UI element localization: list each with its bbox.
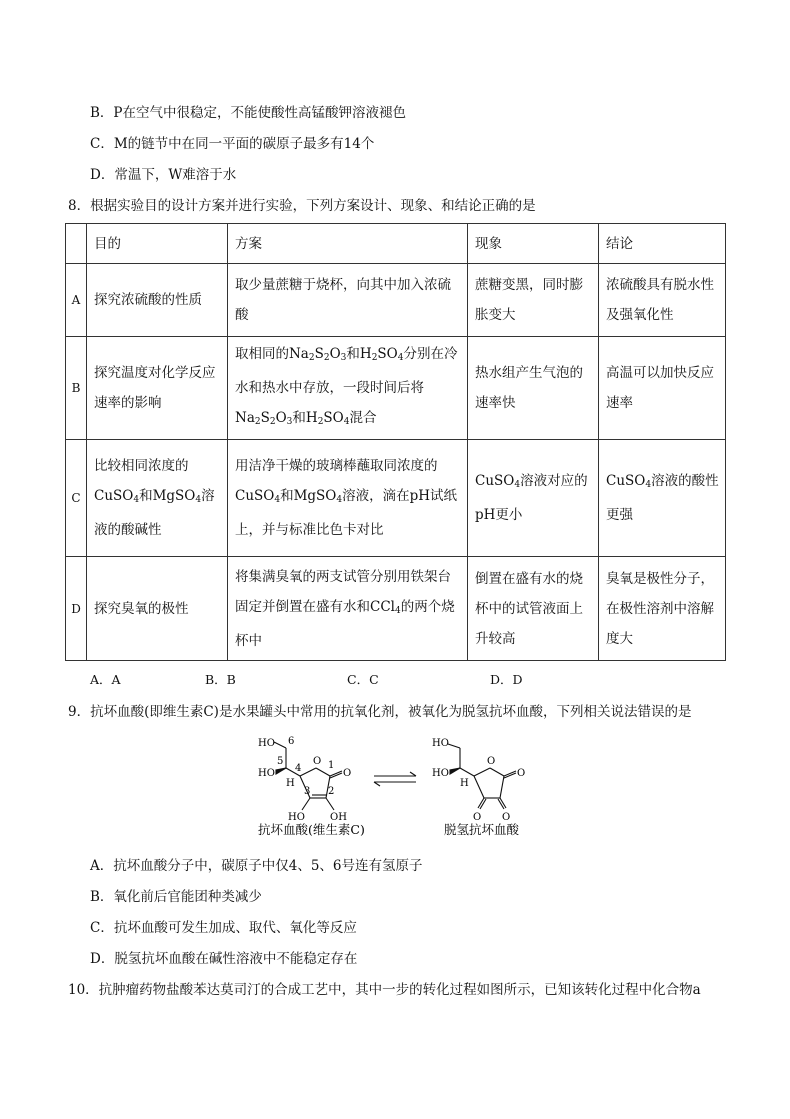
ascorbic-acid-structure <box>274 742 342 810</box>
row-label: C <box>66 440 87 557</box>
atom-label-5: 5 <box>277 756 284 767</box>
q9-option-d: D．脱氢抗坏血酸在碱性溶液中不能稳定存在 <box>90 951 358 967</box>
atom-label-ho-mid: HO <box>258 768 275 779</box>
atom-label-h: H <box>460 778 469 789</box>
caption-dehydroascorbic-acid: 脱氢抗坏血酸 <box>444 822 520 837</box>
caption-ascorbic-acid: 抗坏血酸(维生素C) <box>258 822 365 837</box>
header-purpose: 目的 <box>87 224 228 264</box>
row-purpose-text: 探究温度对化学反应速率的影响 <box>94 365 216 411</box>
header-plan: 方案 <box>228 224 468 264</box>
row-plan-text: 取相同的$Na_2S_2O_3$和$H_2SO_4$分别在冷水和热水中存放，一段时间后将$Na_2S_2O_3$和$H_2SO_4$混合 <box>235 346 458 427</box>
row-plan <box>228 264 468 337</box>
q8-stem: 8．根据实验目的设计方案并进行实验，下列方案设计、现象、和结论正确的是 <box>68 198 536 214</box>
q7-option-c: C．M的链节中在同一平面的碳原子最多有14个 <box>90 136 375 152</box>
atom-label-o-keto: O <box>343 768 352 779</box>
atom-label-3: 3 <box>304 786 311 797</box>
dehydroascorbic-acid-structure <box>448 744 516 809</box>
atom-label-o-bottom: O <box>473 812 482 823</box>
q9-option-c: C．抗坏血酸可发生加成、取代、氧化等反应 <box>90 920 357 936</box>
atom-label-4: 4 <box>295 763 302 774</box>
equilibrium-arrow <box>374 772 416 786</box>
row-conclusion <box>599 264 726 337</box>
atom-label-6: 6 <box>288 736 295 747</box>
reaction-scheme <box>250 728 550 840</box>
q9-option-a: A．抗坏血酸分子中，碳原子中仅4、5、6号连有氢原子 <box>90 858 423 874</box>
row-conclusion <box>599 440 726 557</box>
q9-option-b: B．氧化前后官能团种类减少 <box>90 889 262 905</box>
atom-label-o-keto: O <box>517 768 526 779</box>
row-purpose: 探究臭氧的极性 <box>87 557 228 661</box>
atom-label-o-ring: O <box>313 756 322 767</box>
q10-stem: 10．抗肿瘤药物盐酸苯达莫司汀的合成工艺中，其中一步的转化过程如图所示，已知该转化过程中化合物a <box>68 982 701 998</box>
row-plan <box>228 337 468 440</box>
row-label: A <box>66 264 87 337</box>
q8-option-d: D．D <box>490 672 523 687</box>
atom-label-oh-bottom: OH <box>330 812 347 823</box>
atom-label-ho-mid: HO <box>432 768 449 779</box>
row-plan-text: 用洁净干燥的玻璃棒蘸取同浓度的CuSO$_4$和MgSO$_4$溶液，滴在pH试纸上，并与标准比色卡对比 <box>235 458 458 538</box>
atom-label-o-bottom: O <box>502 812 511 823</box>
row-conclusion-text: CuSO$_4$溶液的酸性更强 <box>606 473 719 523</box>
row-phenomenon <box>468 264 599 337</box>
row-phenomenon <box>468 440 599 557</box>
atom-label-1: 1 <box>328 760 335 771</box>
atom-label-ho-top: HO <box>258 738 275 749</box>
row-purpose <box>87 337 228 440</box>
row-phenomenon-text: CuSO$_4$溶液对应的pH更小 <box>475 473 588 523</box>
header-phenomenon: 现象 <box>468 224 599 264</box>
table-row <box>66 440 726 557</box>
row-phenomenon-text: 蔗糖变黑，同时膨胀变大 <box>475 277 583 323</box>
q8-option-a: A．A <box>90 672 121 687</box>
q8-table <box>65 223 726 661</box>
header-conclusion: 结论 <box>599 224 726 264</box>
row-label: B <box>66 337 87 440</box>
q8-option-b: B．B <box>205 672 236 687</box>
header-blank <box>66 224 87 264</box>
atom-label-ho-top: HO <box>432 738 449 749</box>
atom-label-h: H <box>286 778 295 789</box>
row-phenomenon <box>468 557 599 661</box>
q7-option-b: B．P在空气中很稳定，不能使酸性高锰酸钾溶液褪色 <box>90 105 407 121</box>
table-row <box>66 264 726 337</box>
atom-label-o-ring: O <box>487 756 496 767</box>
atom-label-2: 2 <box>328 786 335 797</box>
row-conclusion-text: 臭氧是极性分子，在极性溶剂中溶解度大 <box>606 570 714 647</box>
table-row <box>66 337 726 440</box>
q9-stem: 9．抗坏血酸(即维生素C)是水果罐头中常用的抗氧化剂，被氧化为脱氢抗坏血酸，下列相关说法错误的是 <box>68 704 692 720</box>
row-purpose <box>87 440 228 557</box>
row-conclusion <box>599 557 726 661</box>
atom-label-ho-bottom: HO <box>288 812 305 823</box>
row-purpose-text: 比较相同浓度的CuSO$_4$和MgSO$_4$溶液的酸碱性 <box>94 458 215 538</box>
row-plan <box>228 440 468 557</box>
row-conclusion <box>599 337 726 440</box>
row-phenomenon-text: 热水组产生气泡的速率快 <box>475 365 583 411</box>
row-plan <box>228 557 468 661</box>
row-conclusion-text: 高温可以加快反应速率 <box>606 365 714 411</box>
row-phenomenon <box>468 337 599 440</box>
row-phenomenon-text: 倒置在盛有水的烧杯中的试管液面上升较高 <box>475 570 583 647</box>
q8-option-c: C．C <box>347 672 379 687</box>
table-header-row <box>66 224 726 264</box>
row-label: D <box>66 557 87 661</box>
row-purpose: 探究浓硫酸的性质 <box>87 264 228 337</box>
row-conclusion-text: 浓硫酸具有脱水性及强氧化性 <box>606 277 714 323</box>
row-plan-text: 将集满臭氧的两支试管分别用铁架台固定并倒置在盛有水和CCl$_4$的两个烧杯中 <box>235 568 455 649</box>
table-row <box>66 557 726 661</box>
row-plan-text: 取少量蔗糖于烧杯，向其中加入浓硫酸 <box>235 277 451 323</box>
q7-option-d: D．常温下，W难溶于水 <box>90 167 237 183</box>
